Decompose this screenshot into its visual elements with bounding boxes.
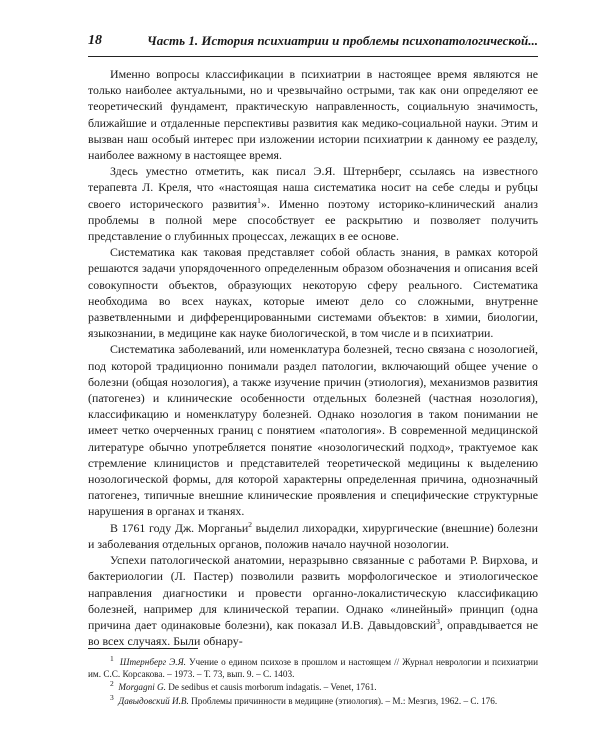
paragraph-text: Здесь уместно отметить, как писал Э.Я. Штернберг, ссылаясь на известного терапевта Л. Креля, что «настоящая наша систематика носит на себе следы и рубцы своего исторического развития	[88, 164, 538, 211]
page-number: 18	[88, 33, 102, 48]
footnote-text: Учение о едином психозе в прошлом и настоящем // Журнал неврологии и психиатрии им. С.С. Корсакова. – 1973. – Т. 73, вып. 9. – С. 1403.	[88, 657, 538, 680]
footnote-number: 1	[110, 653, 114, 663]
paragraph-with-footnote	[88, 163, 538, 244]
footnote-text: De sedibus et causis morborum indagatis. – Venet, 1761.	[168, 682, 377, 693]
paragraph: Систематика заболеваний, или номенклатура болезней, тесно связана с нозологией, под которой традиционно понимали раздел патологии, включающий общее учение о болезни (общая нозология), а также изучение причин (этиология), механизмов развития (патогенез) и клинические особенности отдельных болезней (частная нозология), классификацию и номенклатуру болезней. Однако нозология в таком понимании не имеет четко очерченных границ с понятием «патология». В современной медицинской литературе обычно употребляется понятие «нозологический подход», трактуемое как стремление клиницистов и представителей теоретической медицины к выделению нозологической формы, для которой характерны определенная причина, однозначный патогенез, типичные внешние клинические проявления и специфические структурные нарушения в органах и тканях.	[88, 342, 538, 519]
paragraph-with-footnote	[88, 520, 538, 552]
footnote-2	[88, 681, 538, 693]
paragraph: Именно вопросы классификации в психиатрии в настоящее время являются не только наиболее актуальными, но и чрезвычайно острыми, так как они определяют ее теоретический фундамент, практическую направленность, социальную значимость, ближайшие и отдаленные перспективы развития как медико-социальной науки. Этим и вызван наш особый интерес при изложении истории психиатрии к данному ее разделу, наиболее важному в настоящее время.	[88, 67, 538, 163]
footnote-number: 2	[110, 679, 114, 689]
paragraph: Систематика как таковая представляет собой область знания, в рамках которой решаются задачи упорядоченного определенным образом обозначения и описания всей совокупности объектов, образующих некоторую сферу реального. Систематика необходима во всех науках, которые имеют дело со сложными, внутренне разветвленными и дифференцированными системами объектов: в химии, биологии, языкознании, в медицине как науке биологической, в том числе и в психиатрии.	[88, 245, 538, 341]
footnote-ref: 1	[257, 195, 261, 205]
footnote-3	[88, 692, 538, 707]
paragraph-text: Успехи патологической анатомии, неразрывно связанные с работами Р. Вирхова, и бактериологии (Л. Пастер) позволили развить морфологическое и этиологическое направления диагностики и провести органно-локалистическую классификацию болезней, например для клинической терапии. Однако «линейный» принцип (одна причина дает одинаковые болезни), как показал И.В. Давыдовский	[88, 553, 538, 632]
paragraph-text: ». Именно поэтому историко-клинический анализ проблемы в полной мере способствует ее раскрытию и позволяет получить представление о глубинных процессах, лежащих в ее основе.	[88, 196, 538, 244]
footnote-author: Morgagni G.	[118, 682, 166, 693]
paragraph-text: В 1761 году Дж. Морганьи	[110, 520, 249, 535]
running-title: Часть 1. История психиатрии и проблемы психопатологической...	[147, 33, 538, 48]
footnote-author: Штернберг Э.Я.	[119, 657, 186, 667]
footnotes	[88, 653, 538, 708]
paragraph-text: выделил лихорадки, хирургические (внешние) болезни и заболевания отдельных органов, положив начало научной нозологии.	[88, 520, 539, 551]
footnote-number: 3	[110, 692, 114, 702]
footnote-ref: 2	[248, 519, 253, 529]
footnote-1	[88, 653, 538, 680]
footnote-text: Проблемы причинности в медицине (этиология). – М.: Мезгиз, 1962. – С. 176.	[191, 695, 498, 706]
footnote-ref: 3	[436, 616, 440, 626]
footnote-divider	[88, 648, 198, 649]
paragraph-text: , оправдывается не во всех случаях. Были обнару-	[88, 617, 538, 649]
paragraph-with-footnote	[88, 552, 538, 649]
footnote-author: Давыдовский И.В.	[118, 695, 189, 706]
running-header	[88, 30, 538, 57]
main-text	[88, 66, 538, 649]
